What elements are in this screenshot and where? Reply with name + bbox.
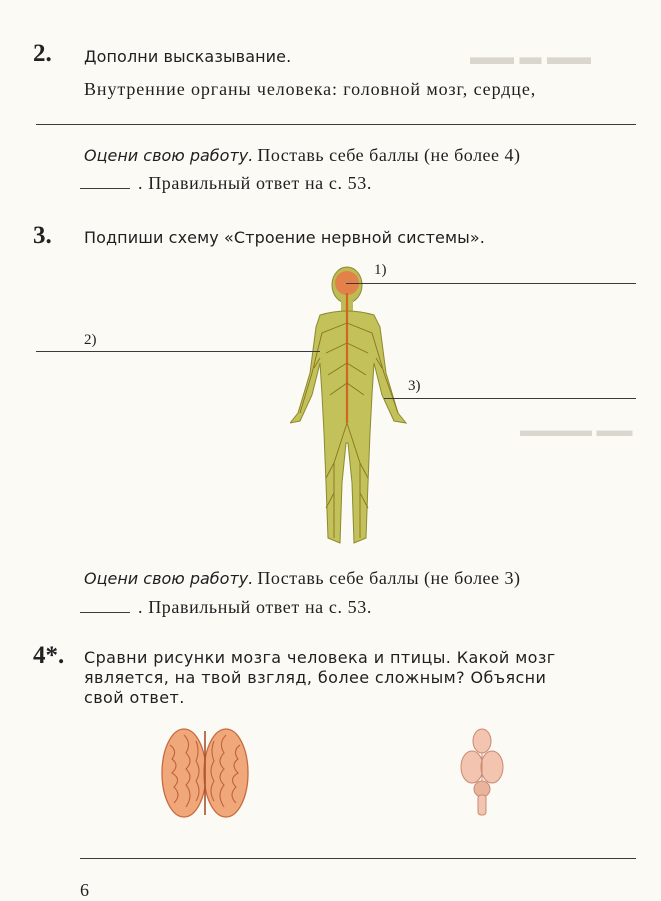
page-number: 6 [80, 880, 89, 900]
task2-sentence: Внутренние органы человека: головной мозг, сердце, [84, 79, 537, 99]
bird-brain-image [458, 727, 506, 817]
task2-instruction: Дополни высказывание. [84, 47, 292, 66]
task3-score-row [80, 597, 372, 618]
task2-self-check [84, 145, 644, 166]
task2-score-blank[interactable] [80, 188, 130, 189]
task2-self-check-text: Поставь себе баллы (не более 4) [257, 145, 521, 165]
task2-score-row [80, 173, 372, 194]
label-2: 2) [84, 332, 97, 348]
task2-answer-line[interactable] [36, 124, 636, 125]
label-1-answer-line[interactable] [374, 283, 636, 284]
task3-score-blank[interactable] [80, 612, 130, 613]
task2-answer-ref: . Правильный ответ на с. 53. [138, 173, 372, 193]
label-3: 3) [408, 378, 421, 394]
task2-self-check-prefix: Оцени свою работу. [84, 146, 254, 165]
nervous-system-figure [290, 263, 420, 553]
task4-text-line2: является, на твой взгляд, более сложным? Объясни [84, 668, 547, 687]
task3-number: 3. [33, 222, 52, 249]
task2-number: 2. [33, 40, 52, 67]
label-1-pointer [346, 283, 374, 284]
human-brain-image [160, 725, 250, 821]
task3-self-check [84, 568, 644, 589]
label-1: 1) [374, 262, 387, 278]
label-2-answer-line[interactable] [36, 351, 320, 352]
task3-self-check-prefix: Оцени свою работу. [84, 569, 254, 588]
task3-instruction: Подпиши схему «Строение нервной системы». [84, 228, 485, 247]
task3-self-check-text: Поставь себе баллы (не более 3) [257, 568, 521, 588]
label-3-answer-line[interactable] [384, 398, 636, 399]
task3-answer-ref: . Правильный ответ на с. 53. [138, 597, 372, 617]
task4-number: 4*. [33, 642, 65, 669]
task4-text-line1: Сравни рисунки мозга человека и птицы. Какой мозг [84, 648, 556, 667]
bleed-through-1: ▬▬ ▬ ▬▬ [470, 44, 591, 69]
task4-text-line3: свой ответ. [84, 688, 185, 707]
task4-answer-line[interactable] [80, 858, 636, 859]
bleed-through-2: ▬▬▬▬ ▬▬ [520, 420, 633, 440]
